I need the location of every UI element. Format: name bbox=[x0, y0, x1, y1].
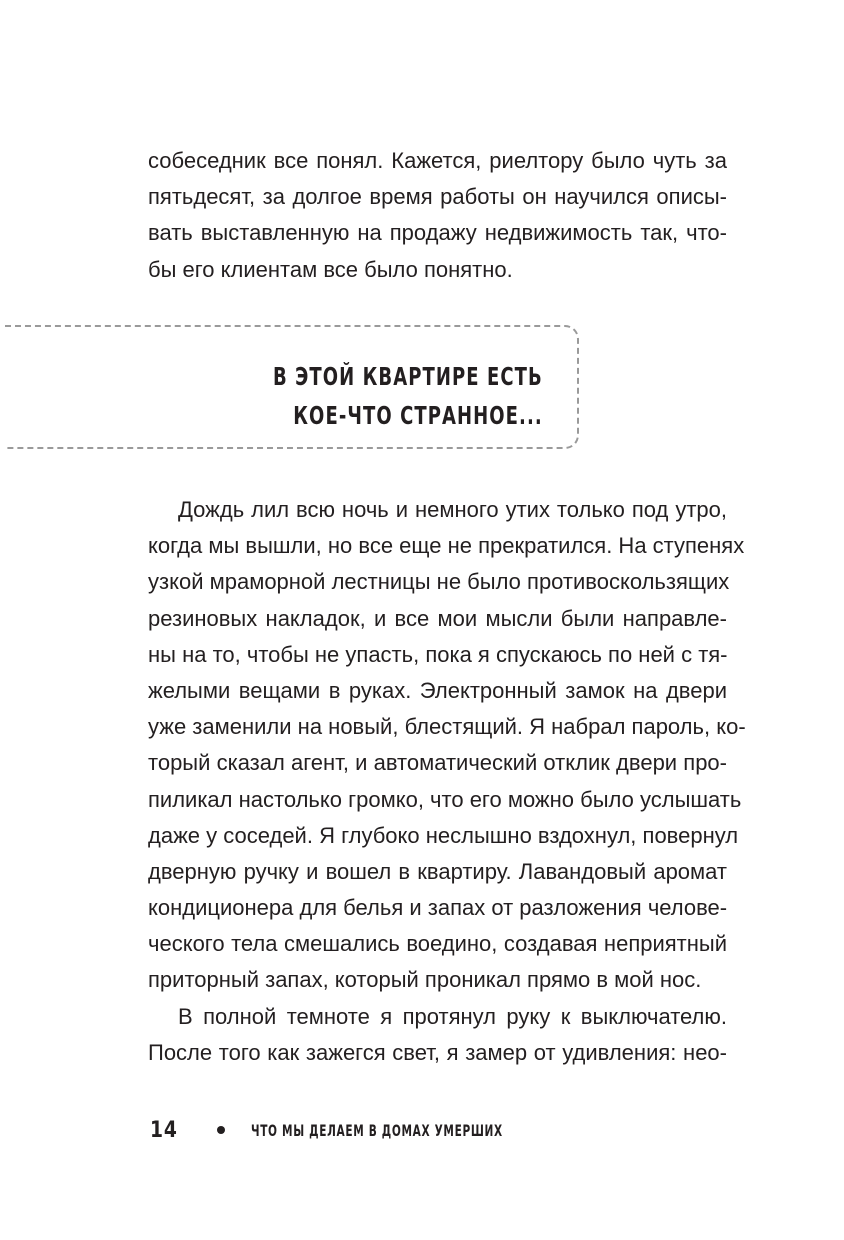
text-line: пятьдесят, за долгое время работы он научился описы- bbox=[148, 184, 727, 210]
text-line: собеседник все понял. Кажется, риелтору было чуть за bbox=[148, 148, 727, 173]
section-heading-line: КОЕ-ЧТО СТРАННОЕ... bbox=[293, 401, 543, 430]
bullet-separator-icon bbox=[217, 1126, 225, 1134]
text-line: резиновых накладок, и все мои мысли были направле- bbox=[148, 605, 727, 631]
text-line: дверную ручку и вошел в квартиру. Лавандовый аромат bbox=[148, 858, 727, 884]
text-line: ческого тела смешались воедино, создавая неприятный bbox=[148, 931, 727, 957]
text-line: В полной темноте я протянул руку к выключателю. bbox=[178, 1003, 727, 1029]
text-line: кондиционера для белья и запах от разложения челове- bbox=[148, 895, 728, 921]
page-number: 14 bbox=[150, 1117, 178, 1143]
text-line: даже у соседей. Я глубоко неслышно вздохнул, повернул bbox=[148, 822, 739, 848]
page-footer bbox=[150, 1115, 632, 1145]
text-line: Дождь лил всю ночь и немного утих только под утро, bbox=[178, 497, 727, 522]
text-line: ны на то, чтобы не упасть, пока я спускаюсь по ней с тя- bbox=[148, 641, 728, 667]
text-line: После того как зажегся свет, я замер от удивления: нео- bbox=[148, 1039, 727, 1065]
text-line: вать выставленную на продажу недвижимость так, что- bbox=[148, 220, 727, 246]
running-title: ЧТО МЫ ДЕЛАЕМ В ДОМАХ УМЕРШИХ bbox=[250, 1120, 503, 1140]
text-line: приторный запах, который проникал прямо в мой нос. bbox=[148, 967, 702, 993]
text-line: узкой мраморной лестницы не было противоскользящих bbox=[148, 569, 730, 595]
text-line: желыми вещами в руках. Электронный замок на двери bbox=[148, 677, 727, 703]
text-line: уже заменили на новый, блестящий. Я набрал пароль, ко- bbox=[148, 714, 746, 740]
text-line: торый сказал агент, и автоматический отклик двери про- bbox=[148, 750, 727, 776]
section-heading bbox=[273, 357, 543, 435]
text-line: когда мы вышли, но все еще не прекратился. На ступенях bbox=[148, 533, 745, 559]
text-line: пиликал настолько громко, что его можно было услышать bbox=[148, 786, 742, 812]
section-heading-line: В ЭТОЙ КВАРТИРЕ ЕСТЬ bbox=[273, 362, 543, 391]
section-callout bbox=[5, 325, 579, 449]
text-line: бы его клиентам все было понятно. bbox=[148, 256, 513, 282]
intro-paragraph bbox=[148, 143, 727, 288]
main-text bbox=[148, 492, 746, 1071]
